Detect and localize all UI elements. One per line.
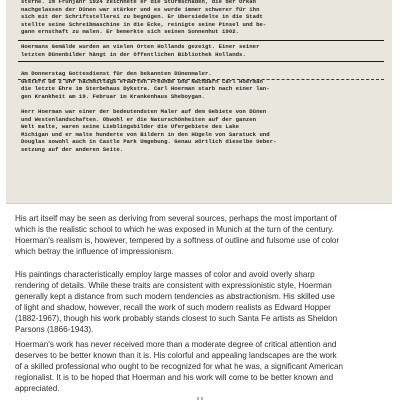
- typed-divider: [18, 79, 384, 80]
- scanned-document-image: [6, 0, 392, 204]
- typed-paragraph-intro: [6, 0, 392, 36]
- typed-line: setzung auf der anderen Seite.: [21, 145, 124, 153]
- typed-line: sich mit der Schriftstellerei zu begnügen. Er übersiedelte in die Stadt: [21, 13, 263, 21]
- paragraph-line: which betray the influence of impressionism.: [15, 247, 174, 257]
- typed-line: und Westenlandschaften. Obwohl er die Naturschönheiten auf der ganzen: [21, 115, 257, 123]
- typed-paragraph-biography: [6, 108, 392, 154]
- typed-paragraph-funeral: [6, 70, 392, 100]
- page-number-glyph-icon: [190, 394, 210, 400]
- paragraph-line: rendering of details. While these traits are consistent with expressionistic style, Hoerman: [15, 281, 332, 291]
- typed-line: Michigan und er malte hunderte von Bildern in den Hügeln von Saratuck und: [21, 130, 270, 138]
- paragraph-line: of light and shadow, however, recall the work of such modern realists as Edward Hopper: [15, 303, 331, 313]
- typed-line: Hoermans Gemälde wurden an vielen Orten Hollands gezeigt. Einer seiner: [21, 43, 260, 50]
- typed-paragraph-exhibitions: [6, 43, 392, 58]
- paragraph-line: which is the realistic school to which he was exposed in Munich at the turn of the century.: [15, 225, 334, 235]
- typed-line: die letzte Ehre im Sterbehaus Dykstra. Carl Hoerman starb nach einer lan-: [21, 85, 270, 93]
- paragraph-line: His art itself may be seen as deriving from several sources, perhaps the most important of: [15, 214, 337, 223]
- page-number-fragment: [190, 394, 210, 400]
- paragraph-line: appreciated.: [15, 384, 60, 394]
- typed-line: Herr Hoerman war einer der bedeutendsten Maler auf dem Gebiete von Dünen: [21, 108, 267, 115]
- typed-line: Douglas sowohl auch in Castle Park Umgebung. Genau wörtlich dieselbe Ueber-: [21, 138, 277, 146]
- typed-line: Am Donnerstag Gottesdienst für den bekannten Dünenmaler.: [21, 70, 212, 77]
- paragraph-line: Parsons (1866-1943).: [15, 325, 94, 335]
- paragraph-line: generally kept a distance from such modern tendencies as abstractionism. His skilled use: [15, 292, 335, 302]
- typed-line: Gestern um 2 Uhr nachmittags erwarten Freunde und Nachbarn Carl Hoerman: [21, 77, 263, 85]
- paragraph-line: Hoerman's work has never received more than a moderate degree of critical attention and: [15, 340, 337, 349]
- paragraph-line: regionalist. It is to be hoped that Hoerman and his work will come to be better known and: [15, 373, 334, 383]
- typed-line: gann ernsthaft zu malen. Er bemerkte sich seinen Sonnenhut 1902.: [21, 28, 240, 36]
- paragraph-line: His paintings characteristically employ large masses of color and avoid overly sharp: [15, 270, 315, 279]
- typed-line: sterne. Im Frühjahr 1924 zeichnete er die Sturmschaden, die der Orkan: [21, 0, 257, 5]
- typed-divider: [18, 61, 384, 62]
- typed-line: Welt malte, waren seine Lieblingsbilder die Ufergebiete des Lake: [21, 123, 240, 131]
- body-paragraph-reception: [15, 339, 388, 394]
- typed-line: gen Krankheit am 19. Februar im Krankenhaus Sheboygan.: [21, 92, 205, 100]
- paragraph-line: deserves to be better known than it is. His colorful and appealing landscapes are the work: [15, 351, 337, 361]
- body-paragraph-sources: [15, 213, 388, 257]
- paragraph-line: of a skilled professional who ought to be recognized for what he was, a significant American: [15, 362, 343, 372]
- typed-line: stellte seine Schreibmaschine in die Ecke, reinigte seine Pinsel und be-: [21, 20, 267, 28]
- body-paragraph-technique: [15, 269, 388, 336]
- typed-divider: [18, 40, 384, 41]
- paragraph-line: (1882-1967), though his work probably stands closest to such Santa Fe artists as Sheldon: [15, 314, 338, 324]
- typed-line: nachgelassen der Dünen war stärker und es wurde immer schwerer für ihn: [21, 5, 260, 13]
- paragraph-line: Hoerman's realism is, however, tempered by a softness of outline and fulsome use of color: [15, 236, 340, 246]
- typed-line: letzten Dünenbilder hängt in der öffentlichen Bibliothek Hollands.: [21, 50, 246, 58]
